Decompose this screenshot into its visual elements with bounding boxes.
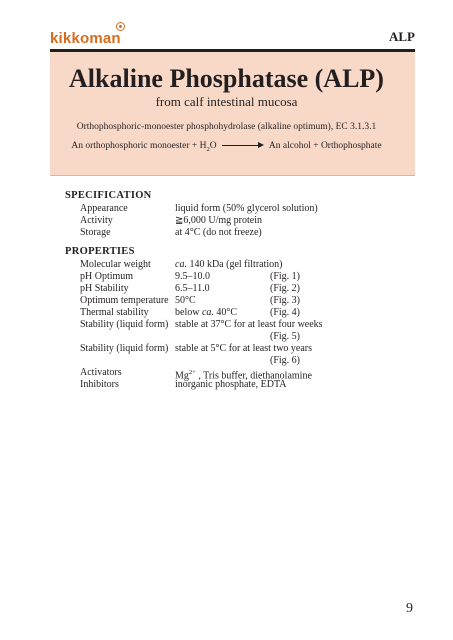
property-row — [80, 271, 420, 283]
figure-reference: (Fig. 4) — [270, 307, 300, 318]
property-value-text: inorganic phosphate, EDTA — [175, 379, 287, 390]
property-row — [80, 355, 420, 367]
property-row — [80, 283, 420, 295]
property-value-text: , Tris buffer, diethanolamine — [195, 370, 312, 382]
property-value-circa: ca. — [201, 307, 214, 318]
property-label: Stability (liquid form) — [80, 343, 169, 354]
reaction-products: An alcohol + Orthophosphate — [268, 141, 382, 151]
figure-reference: (Fig. 2) — [270, 283, 300, 294]
property-row — [80, 343, 420, 355]
property-value-text: 9.5–10.0 — [175, 271, 210, 282]
property-value — [175, 343, 312, 355]
property-value-pre: below — [175, 307, 202, 318]
property-value — [175, 379, 287, 391]
figure-reference: (Fig. 6) — [270, 355, 300, 366]
kikkoman-logo — [50, 30, 121, 50]
page-title: Alkaline Phosphatase (ALP) — [69, 64, 384, 93]
spec-label: Activity — [80, 215, 113, 226]
reaction-equation — [0, 141, 453, 153]
property-value-text: 6.5–11.0 — [175, 283, 210, 294]
figure-reference: (Fig. 5) — [270, 331, 300, 342]
property-row — [80, 259, 420, 271]
property-value-text: 140 kDa (gel filtration) — [186, 259, 283, 270]
property-label: pH Optimum — [80, 271, 134, 282]
property-label: Stability (liquid form) — [80, 319, 169, 330]
page-number: 9 — [406, 601, 413, 616]
reaction-water-subscript: 2 — [206, 145, 210, 153]
property-value-charge: 2+ — [188, 369, 196, 376]
brand-wordmark: kikkoman — [50, 30, 121, 47]
product-code: ALP — [389, 29, 415, 44]
spec-value: ≧6,000 U/mg protein — [175, 215, 262, 226]
specification-heading: SPECIFICATION — [65, 190, 152, 201]
property-row — [80, 379, 420, 391]
property-row — [80, 319, 420, 331]
property-value — [175, 283, 210, 295]
property-row — [80, 367, 420, 382]
figure-reference: (Fig. 3) — [270, 295, 300, 306]
property-label: Molecular weight — [80, 259, 151, 270]
spec-label: Storage — [80, 227, 111, 238]
spec-row — [80, 203, 420, 215]
properties-heading: PROPERTIES — [65, 246, 135, 257]
spec-row — [80, 215, 420, 227]
reaction-water-tail: O — [209, 141, 217, 151]
property-label: Thermal stability — [80, 307, 149, 318]
figure-reference: (Fig. 1) — [270, 271, 300, 282]
property-row — [80, 331, 420, 343]
page-subtitle: from calf intestinal mucosa — [155, 94, 298, 109]
property-value-circa: ca. — [175, 259, 187, 270]
property-value — [175, 271, 210, 283]
systematic-name: Orthophosphoric-monoester phosphohydrolase (alkaline optimum), EC 3.1.3.1 — [76, 122, 377, 132]
property-value-text: 50°C — [175, 295, 196, 306]
brand-mark-icon — [116, 22, 125, 31]
spec-row — [80, 227, 420, 239]
property-value-text: stable at 37°C for at least four weeks — [175, 319, 323, 330]
property-value-ion: Mg — [175, 370, 189, 382]
property-label: Activators — [80, 367, 122, 378]
spec-value: at 4°C (do not freeze) — [175, 227, 262, 238]
spec-label: Appearance — [80, 203, 128, 214]
reaction-substrate: An orthophosphoric monoester + H — [71, 141, 207, 151]
property-label: Inhibitors — [80, 379, 119, 390]
property-value — [175, 319, 323, 331]
property-row — [80, 295, 420, 307]
property-value — [175, 259, 282, 271]
property-value — [175, 307, 237, 319]
property-label: Optimum temperature — [80, 295, 169, 306]
spec-value: liquid form (50% glycerol solution) — [175, 203, 318, 214]
property-label: pH Stability — [80, 283, 129, 294]
property-row — [80, 307, 420, 319]
property-value — [175, 295, 196, 307]
property-value-text: stable at 5°C for at least two years — [175, 343, 313, 354]
property-value-text: 40°C — [213, 307, 238, 318]
